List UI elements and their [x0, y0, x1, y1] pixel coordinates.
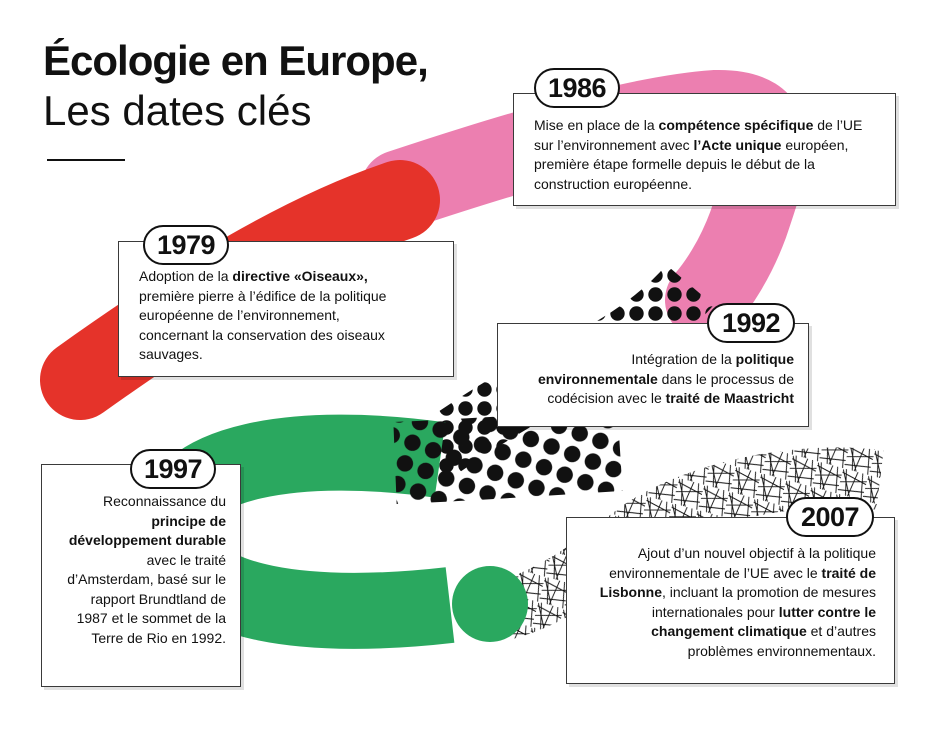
page-subtitle: Les dates clés: [43, 87, 312, 134]
ribbon-green-end: [452, 566, 528, 642]
event-year-1997: 1997: [130, 449, 216, 489]
description-text: dans le processus de codécision avec le: [547, 370, 794, 406]
description-text: européen, première étape formelle depuis le début de la construction européenne.: [534, 136, 849, 192]
description-emphasis: traité de Maastricht: [665, 390, 794, 406]
event-card-1997: [41, 464, 241, 687]
description-emphasis: l’Acte unique: [693, 136, 782, 153]
description-emphasis: principe de développement durable: [68, 512, 226, 548]
description-text: première pierre à l’édifice de la politique européenne de l’environnement, concernant la conservation des oiseaux sauvages.: [139, 287, 387, 362]
event-year-2007: 2007: [786, 497, 874, 537]
description-text: avec le traité d’Amsterdam, basé sur le rapport Brundtland de 1987 et le sommet de la Terre de Rio en 1992.: [67, 551, 226, 646]
event-card-1986: [513, 93, 896, 206]
description-emphasis: directive «Oiseaux»,: [232, 268, 368, 284]
title-divider: [47, 159, 125, 161]
description-text: , incluant la promotion de mesures internationales pour: [651, 584, 876, 620]
description-text: Mise en place de la: [534, 117, 659, 133]
page-title: Écologie en Europe,: [43, 37, 428, 84]
event-year-1979: 1979: [143, 225, 229, 265]
event-description: [534, 116, 874, 194]
description-emphasis: lutter contre le changement climatique: [651, 603, 876, 639]
event-description: [66, 492, 226, 648]
event-description: [139, 267, 409, 365]
description-text: Intégration de la: [631, 351, 736, 367]
event-year-1986: 1986: [534, 68, 620, 108]
description-text: Reconnaissance du: [103, 493, 226, 509]
description-emphasis: compétence spécifique: [658, 117, 814, 133]
description-text: Ajout d’un nouvel objectif à la politique environnementale de l’UE avec le: [609, 545, 876, 581]
event-description: [514, 350, 794, 409]
description-text: de l’UE sur l’environnement avec: [534, 117, 863, 153]
ribbon-segment-dotted-large: [395, 450, 620, 463]
event-description: [586, 544, 876, 661]
event-year-1992: 1992: [707, 303, 795, 343]
description-text: et d’autres problèmes environnementaux.: [687, 623, 876, 659]
event-card-2007: [566, 517, 895, 684]
description-text: Adoption de la: [139, 268, 233, 284]
description-emphasis: politique environnementale: [537, 351, 794, 387]
description-emphasis: traité de Lisbonne: [599, 564, 876, 600]
